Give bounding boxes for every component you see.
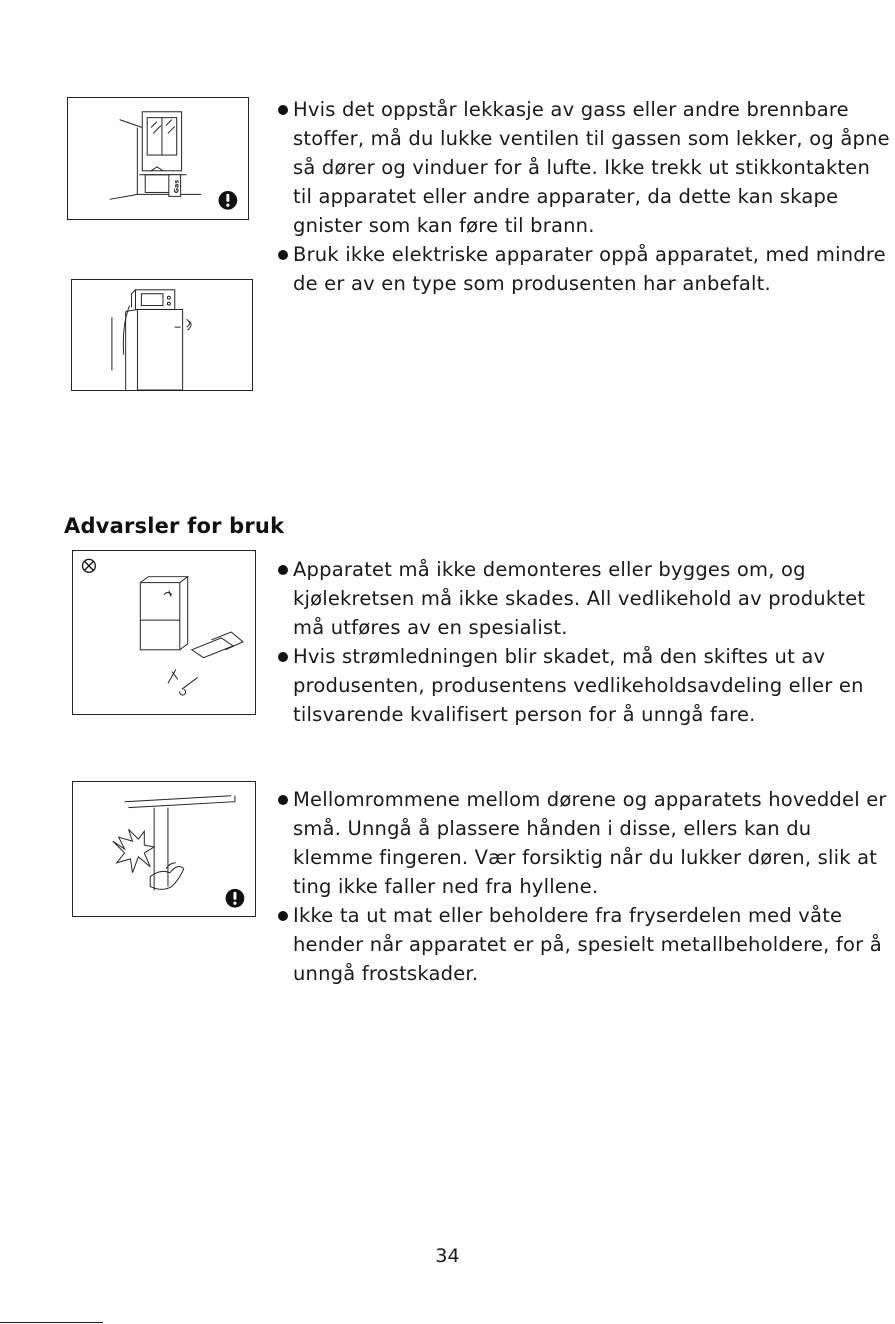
pinched-finger-drawing — [73, 782, 255, 916]
gas-leak-drawing — [68, 98, 248, 219]
door-safety-list — [278, 785, 895, 988]
appliance-on-fridge-illustration — [71, 279, 253, 391]
list-item: Bruk ikke elektriske apparater oppå apparatet, med mindre de er av en type som produsenten har anbefalt. — [278, 240, 895, 298]
exclamation-icon — [219, 191, 238, 210]
exclamation-icon — [226, 889, 245, 908]
disassembly-drawing — [73, 551, 255, 714]
footnote-rule — [0, 1322, 103, 1323]
gas-safety-list — [278, 95, 895, 298]
list-item: Ikke ta ut mat eller beholdere fra fryserdelen med våte hender når apparatet er på, spesielt metallbeholdere, for å unngå frostskader. — [278, 901, 895, 988]
prohibited-icon — [83, 559, 96, 572]
list-item: Hvis det oppstår lekkasje av gass eller andre brennbare stoffer, må du lukke ventilen til gassen som lekker, og åpne så dører og vinduer for å lufte. Ikke trekk ut stikkontakten til apparatet eller andre apparater, da dette kan skape gnister som kan føre til brann. — [278, 95, 895, 240]
page-number: 34 — [435, 1245, 460, 1267]
pinched-finger-illustration — [72, 781, 256, 917]
gas-tag-label: Gas — [172, 179, 181, 194]
repair-warnings-list — [278, 555, 895, 729]
gas-leak-illustration — [67, 97, 249, 220]
list-item: Hvis strømledningen blir skadet, må den skiftes ut av produsenten, produsentens vedlikeholdsavdeling eller en tilsvarende kvalifisert person for å unngå fare. — [278, 642, 895, 729]
list-item: Apparatet må ikke demonteres eller bygges om, og kjølekretsen må ikke skades. All vedlikehold av produktet må utføres av en spesialist. — [278, 555, 895, 642]
disassembly-prohibited-illustration — [72, 550, 256, 715]
appliance-on-fridge-drawing — [72, 280, 252, 390]
section-heading: Advarsler for bruk — [64, 514, 285, 539]
list-item: Mellomrommene mellom dørene og apparatets hoveddel er små. Unngå å plassere hånden i disse, ellers kan du klemme fingeren. Vær forsiktig når du lukker døren, slik at ting ikke faller ned fra hyllene. — [278, 785, 895, 901]
